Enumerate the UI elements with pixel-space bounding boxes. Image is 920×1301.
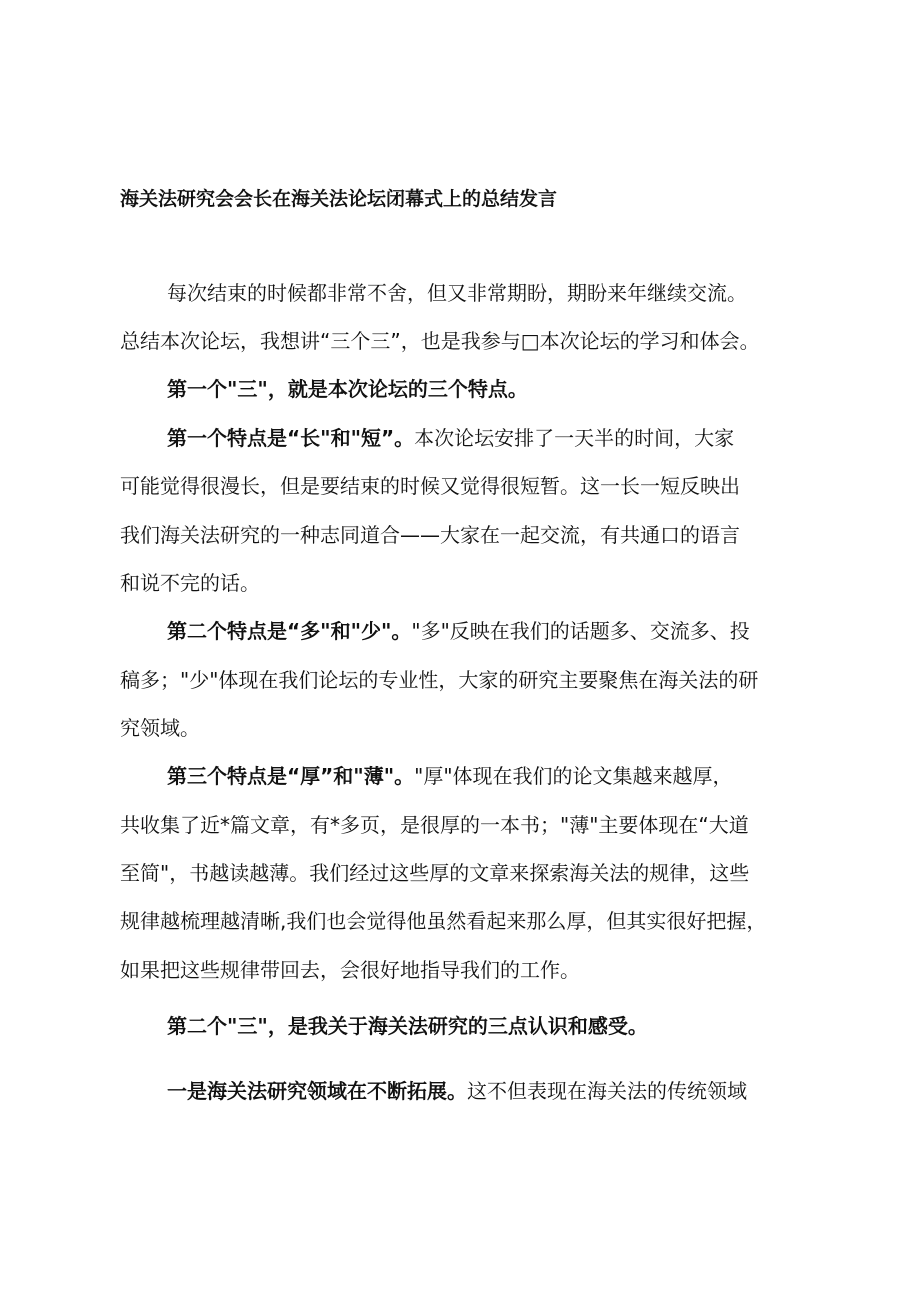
paragraph-line xyxy=(167,617,750,645)
paragraph-line: 共收集了近*篇文章，有*多页，是很厚的一本书；"薄"主要体现在“大道 xyxy=(120,813,749,837)
paragraph-line: 规律越梳理越清晰,我们也会觉得他虽然看起来那么厚，但其实很好把握， xyxy=(120,909,767,933)
paragraph-text: 本次论坛安排了一天半的时间，大家 xyxy=(414,426,735,450)
paragraph-text: "厚"体现在我们的论文集越来越厚， xyxy=(414,764,733,788)
point-heading: 一是海关法研究领域在不断拓展。 xyxy=(167,1079,467,1103)
paragraph-line xyxy=(167,1077,747,1105)
paragraph-line: 和说不完的话。 xyxy=(120,571,260,595)
paragraph-line: 每次结束的时候都非常不舍，但又非常期盼，期盼来年继续交流。 xyxy=(167,281,747,305)
feature-heading: 第三个特点是“厚”和"薄"。 xyxy=(167,764,415,788)
document-title: 海关法研究会会长在海关法论坛闭幕式上的总结发言 xyxy=(120,188,558,210)
section-heading xyxy=(167,375,528,403)
paragraph-line: 稿多；"少"体现在我们论坛的专业性，大家的研究主要聚焦在海关法的研 xyxy=(120,668,759,692)
paragraph-line: 如果把这些规律带回去，会很好地指导我们的工作。 xyxy=(120,958,580,982)
paragraph-text: "多"反映在我们的话题多、交流多、投 xyxy=(411,619,750,643)
paragraph-line: 总结本次论坛，我想讲“三个三”，也是我参与□本次论坛的学习和体会。 xyxy=(120,329,760,353)
section-heading xyxy=(167,1012,648,1040)
feature-heading: 第一个特点是“长"和"短”。 xyxy=(167,426,415,450)
paragraph-line: 究领域。 xyxy=(120,716,200,740)
paragraph-line xyxy=(167,762,733,790)
paragraph-line: 可能觉得很漫长，但是要结束的时候又觉得很短暂。这一长一短反映出 xyxy=(120,474,740,498)
paragraph-line: 至简"，书越读越薄。我们经过这些厚的文章来探索海关法的规律，这些 xyxy=(120,861,750,885)
paragraph-text: 这不但表现在海关法的传统领域 xyxy=(467,1079,747,1103)
paragraph-line xyxy=(167,424,734,452)
paragraph-line: 我们海关法研究的一种志同道合——大家在一起交流，有共通口的语言 xyxy=(120,523,740,547)
section-heading-text: 第一个"三"，就是本次论坛的三个特点。 xyxy=(167,377,528,401)
section-heading-text: 第二个"三"，是我关于海关法研究的三点认识和感受。 xyxy=(167,1014,648,1038)
feature-heading: 第二个特点是“多"和"少"。 xyxy=(167,619,412,643)
